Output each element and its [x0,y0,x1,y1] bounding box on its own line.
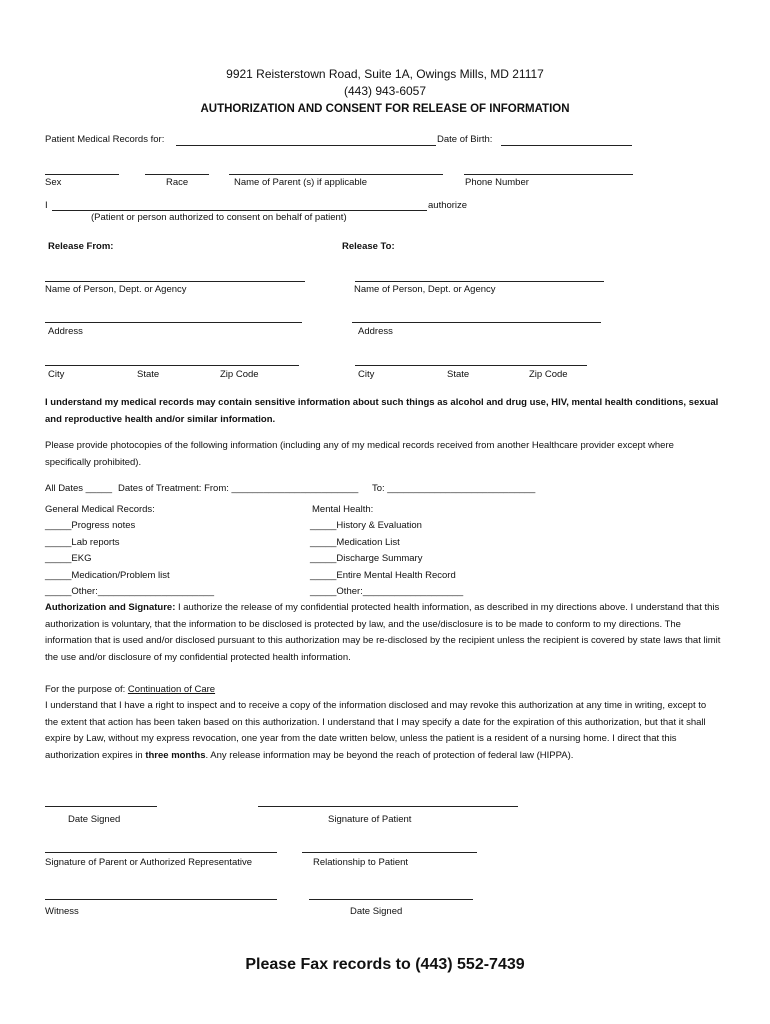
mental-health-heading: Mental Health: [312,504,374,515]
release-from-city-label: City [48,369,65,380]
release-from-city-field[interactable] [45,365,299,366]
release-to-name-field[interactable] [355,281,604,282]
authorization-paragraph [45,600,721,666]
purpose-value: Continuation of Care [127,684,216,695]
checklist-general-other[interactable]: _____Other:______________________ [45,586,215,597]
authorize-label: authorize [428,200,468,211]
release-to-heading: Release To: [342,241,395,252]
phone-label: Phone Number [465,177,529,188]
authorization-text: I authorize the release of my confidential protected health information, as described in my directions above. I understand that this authorization is voluntary, that the information to be disclosed is protected by law, and the use/disclosure is to be made to conform to my directions. The information that is used and/or disclosed pursuant to this authorization may be re-disclosed by the recipient unless the recipient is covered by state laws that limit the use and/or disclosure of my confidential protected health information. [45,602,721,663]
race-label: Race [166,177,189,188]
race-field[interactable] [145,174,209,175]
revocation-text-end: . Any release information may be beyond the reach of protection of federal law (HIPPA). [205,749,574,761]
photocopies-notice: Please provide photocopies of the following information (including any of my medical records received from another Healthcare provider except where specifically prohibited). [45,440,674,468]
all-dates-field[interactable]: All Dates _____ [45,483,113,494]
release-to-address-field[interactable] [352,322,601,323]
release-to-name-label: Name of Person, Dept. or Agency [354,284,496,295]
checklist-discharge-summary[interactable]: _____Discharge Summary [310,553,423,564]
release-from-zip-label: Zip Code [220,369,259,380]
checklist-medication-problem-list[interactable]: _____Medication/Problem list [45,570,170,581]
release-to-city-label: City [358,369,375,380]
general-records-heading: General Medical Records: [45,504,155,515]
records-for-label: Patient Medical Records for: [45,134,165,145]
patient-signature-field[interactable] [258,806,518,807]
parent-signature-field[interactable] [45,852,277,853]
clinic-phone: (443) 943-6057 [343,84,427,98]
consent-note: (Patient or person authorized to consent on behalf of patient) [91,212,347,223]
parent-name-field[interactable] [229,174,443,175]
release-to-city-field[interactable] [355,365,587,366]
checklist-mh-other[interactable]: _____Other:___________________ [310,586,464,597]
date-signed-field[interactable] [45,806,157,807]
sensitive-info-notice: I understand my medical records may contain sensitive information about such things as alcohol and drug use, HIV, mental health conditions, sexual and reproductive health and/or similar information. [45,397,719,425]
witness-label: Witness [45,906,79,917]
patient-signature-label: Signature of Patient [328,814,412,825]
form-title: AUTHORIZATION AND CONSENT FOR RELEASE OF INFORMATION [200,103,570,115]
witness-date-field[interactable] [309,899,473,900]
checklist-ekg[interactable]: _____EKG [45,553,92,564]
release-from-name-label: Name of Person, Dept. or Agency [45,284,187,295]
relationship-label: Relationship to Patient [313,857,409,868]
purpose-label: For the purpose of: [45,684,128,695]
treatment-from-field[interactable]: Dates of Treatment: From: ________________________ [118,483,359,494]
relationship-field[interactable] [302,852,477,853]
release-from-state-label: State [137,369,160,380]
release-from-name-field[interactable] [45,281,305,282]
authorization-heading: Authorization and Signature: [45,602,176,613]
revocation-text: I understand that I have a right to inspect and to receive a copy of the information disclosed and may revoke this authorization at any time in writing, except to the extent that action has been taken based on this authorization. I understand that I may specify a date for the expiration of this authorization, but that it shall expire by Law, without my express revocation, one year from the date written below, unless the patient is a resident of a nursing home. I direct that this authorization expires in [45,700,707,761]
dob-label: Date of Birth: [437,134,493,145]
parent-label: Name of Parent (s) if applicable [234,177,368,188]
witness-date-label: Date Signed [350,906,403,917]
checklist-history-evaluation[interactable]: _____History & Evaluation [310,520,422,531]
release-from-heading: Release From: [48,241,114,252]
sex-label: Sex [45,177,62,188]
treatment-to-field[interactable]: To: ____________________________ [372,483,536,494]
release-to-address-label: Address [358,326,393,337]
clinic-address: 9921 Reisterstown Road, Suite 1A, Owings Mills, MD 21117 [226,67,544,81]
phone-field[interactable] [464,174,633,175]
checklist-medication-list[interactable]: _____Medication List [310,537,400,548]
revocation-paragraph [45,698,721,764]
date-signed-label: Date Signed [68,814,121,825]
release-from-address-label: Address [48,326,83,337]
fax-instruction: Please Fax records to (443) 552-7439 [245,956,525,973]
authorizer-name-field[interactable] [52,210,427,211]
release-from-address-field[interactable] [45,322,302,323]
checklist-entire-mh-record[interactable]: _____Entire Mental Health Record [310,570,456,581]
checklist-progress-notes[interactable]: _____Progress notes [45,520,136,531]
dob-field[interactable] [501,145,632,146]
records-for-field[interactable] [176,145,436,146]
i-label: I [45,200,48,211]
checklist-lab-reports[interactable]: _____Lab reports [45,537,120,548]
release-to-state-label: State [447,369,470,380]
purpose-line [45,682,721,699]
release-to-zip-label: Zip Code [529,369,568,380]
sex-field[interactable] [45,174,119,175]
parent-signature-label: Signature of Parent or Authorized Representative [45,857,253,868]
expiry-period: three months [145,749,206,761]
witness-field[interactable] [45,899,277,900]
